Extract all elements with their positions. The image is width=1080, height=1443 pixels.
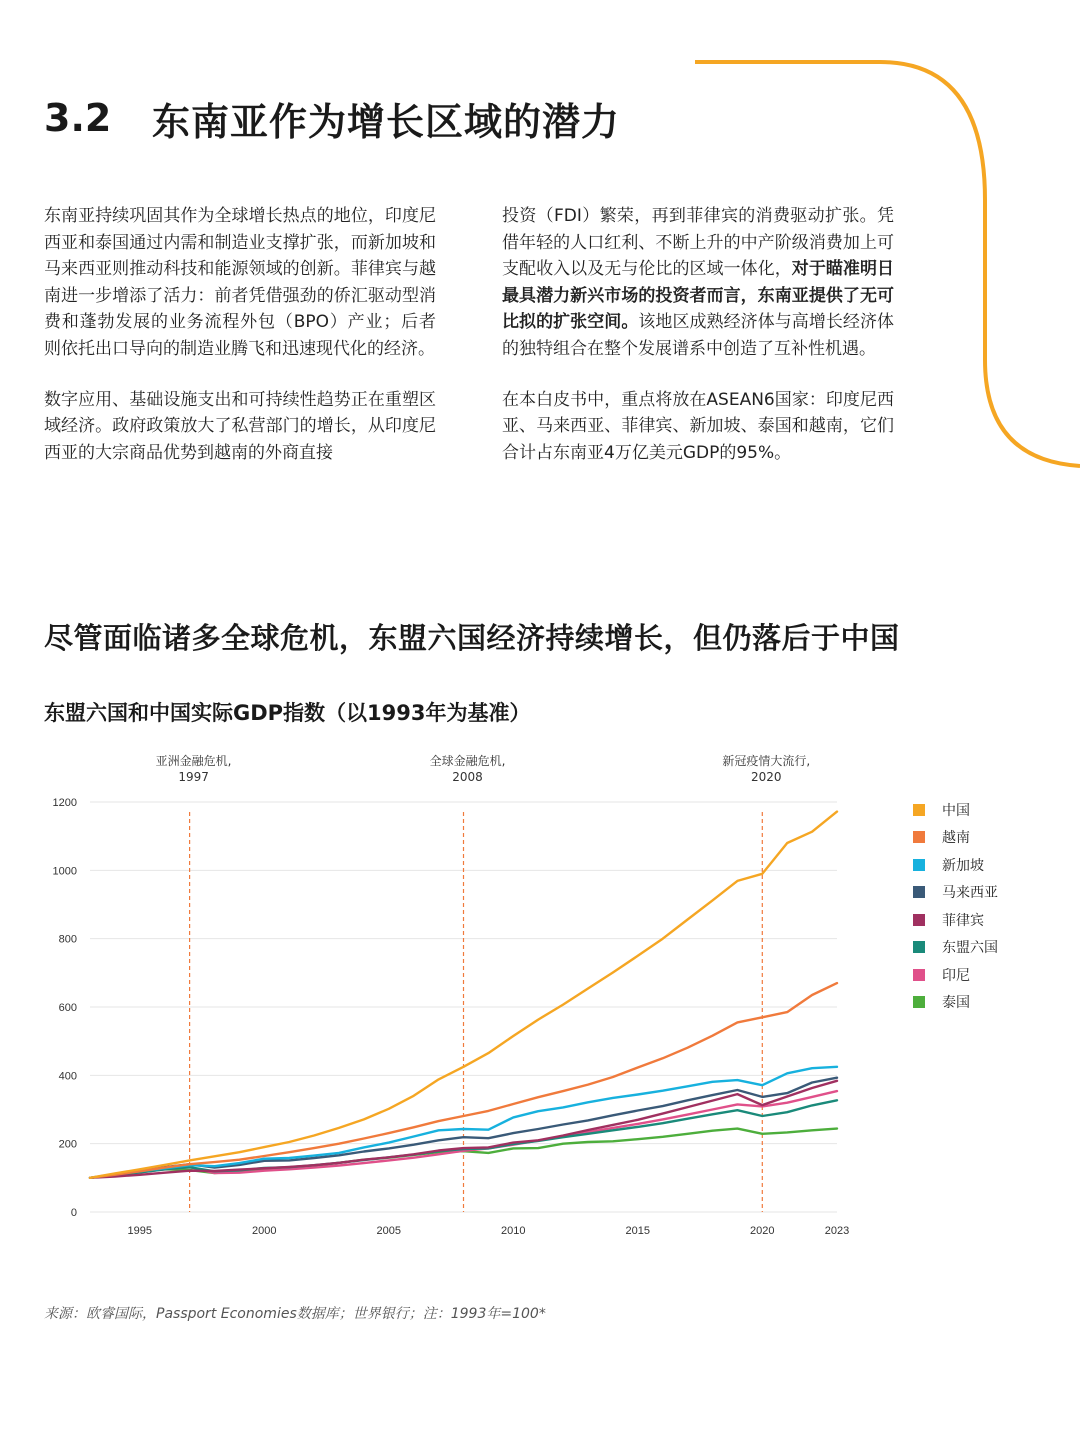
legend-swatch xyxy=(913,804,925,816)
body-paragraph-right-1 xyxy=(502,203,894,363)
legend-item xyxy=(913,824,998,852)
x-tick-label: 2005 xyxy=(376,1225,402,1237)
x-tick-label: 2010 xyxy=(501,1225,526,1237)
y-tick-label: 1200 xyxy=(52,797,77,809)
section-number: 3.2 xyxy=(44,96,112,140)
legend-item xyxy=(913,879,998,907)
legend-label: 泰国 xyxy=(942,995,970,1012)
section-heading xyxy=(44,88,620,148)
legend-swatch xyxy=(913,914,925,926)
chart-legend xyxy=(913,796,998,1016)
legend-label: 印尼 xyxy=(942,967,970,984)
x-tick-label: 2000 xyxy=(252,1225,277,1237)
body-paragraph-right-2: 在本白皮书中，重点将放在ASEAN6国家：印度尼西亚、马来西亚、菲律宾、新加坡、泰国和越南，它们合计占东南亚4万亿美元GDP的95%。 xyxy=(502,389,894,463)
legend-item xyxy=(913,796,998,824)
legend-label: 越南 xyxy=(942,830,970,847)
legend-item xyxy=(913,989,998,1017)
crisis-annotation-label: 新冠疫情大流行, xyxy=(722,754,811,768)
legend-item xyxy=(913,906,998,934)
legend-swatch xyxy=(913,996,925,1008)
body-emphasis-text: 对于瞄准明日最具潜力新兴市场的投资者而言，东南亚提供了无可比拟的扩张空间。 xyxy=(502,259,895,333)
legend-label: 中国 xyxy=(942,802,970,819)
crisis-annotation-label: 亚洲金融危机, xyxy=(155,754,232,768)
legend-label: 新加坡 xyxy=(942,857,984,874)
body-column-left xyxy=(44,203,436,490)
crisis-annotation-year: 2008 xyxy=(452,770,483,784)
chart-title: 东盟六国和中国实际GDP指数（以1993年为基准） xyxy=(44,701,531,725)
legend-label: 东盟六国 xyxy=(942,940,998,957)
crisis-annotation-year: 2020 xyxy=(751,770,782,784)
legend-label: 马来西亚 xyxy=(942,885,998,902)
legend-item xyxy=(913,934,998,962)
legend-swatch xyxy=(913,831,925,843)
body-paragraph-left-2: 数字应用、基础设施支出和可持续性趋势正在重塑区域经济。政府政策放大了私营部门的增长，从印度尼西亚的大宗商品优势到越南的外商直接 xyxy=(44,389,436,463)
y-tick-label: 800 xyxy=(58,933,77,946)
y-tick-label: 400 xyxy=(58,1070,77,1083)
crisis-annotation-label: 全球金融危机, xyxy=(429,754,506,768)
chart-heading: 尽管面临诸多全球危机，东盟六国经济持续增长，但仍落后于中国 xyxy=(44,621,900,655)
legend-swatch xyxy=(913,886,925,898)
x-tick-label: 2020 xyxy=(750,1225,775,1237)
body-text-span: 投资（FDI）繁荣，再到菲律宾的消费驱动扩张。凭借年轻的人口红利、不断上升的中产阶级消费加上可支配收入以及无与伦比的区域一体化， xyxy=(502,206,894,280)
source-note: 来源：欧睿国际，Passport Economies数据库；世界银行；注：1993年=100* xyxy=(44,1306,546,1322)
y-tick-label: 1000 xyxy=(52,865,77,878)
gdp-line-chart xyxy=(0,740,900,1250)
legend-item xyxy=(913,851,998,879)
y-tick-label: 600 xyxy=(58,1002,77,1014)
crisis-annotation-year: 1997 xyxy=(178,770,209,784)
legend-swatch xyxy=(913,969,925,981)
legend-label: 菲律宾 xyxy=(942,912,984,929)
body-column-right xyxy=(502,203,894,490)
legend-item xyxy=(913,961,998,989)
section-title: 东南亚作为增长区域的潜力 xyxy=(152,99,621,144)
x-tick-label: 2023 xyxy=(824,1225,850,1237)
legend-swatch xyxy=(913,859,925,871)
body-text-span: 该地区成熟经济体与高增长经济体的独特组合在整个发展谱系中创造了互补性机遇。 xyxy=(502,312,895,359)
y-tick-label: 0 xyxy=(70,1207,77,1219)
x-tick-label: 1995 xyxy=(127,1225,153,1237)
legend-swatch xyxy=(913,941,925,953)
x-tick-label: 2015 xyxy=(625,1225,651,1237)
body-paragraph-left-1: 东南亚持续巩固其作为全球增长热点的地位，印度尼西亚和泰国通过内需和制造业支撑扩张，而新加坡和马来西亚则推动科技和能源领域的创新。菲律宾与越南进一步增添了活力：前者凭借强劲的侨汇驱动型消费和蓬勃发展的业务流程外包（BPO）产业；后者则依托出口导向的制造业腾飞和迅速现代化的经济。 xyxy=(44,206,436,359)
y-tick-label: 200 xyxy=(58,1138,77,1151)
